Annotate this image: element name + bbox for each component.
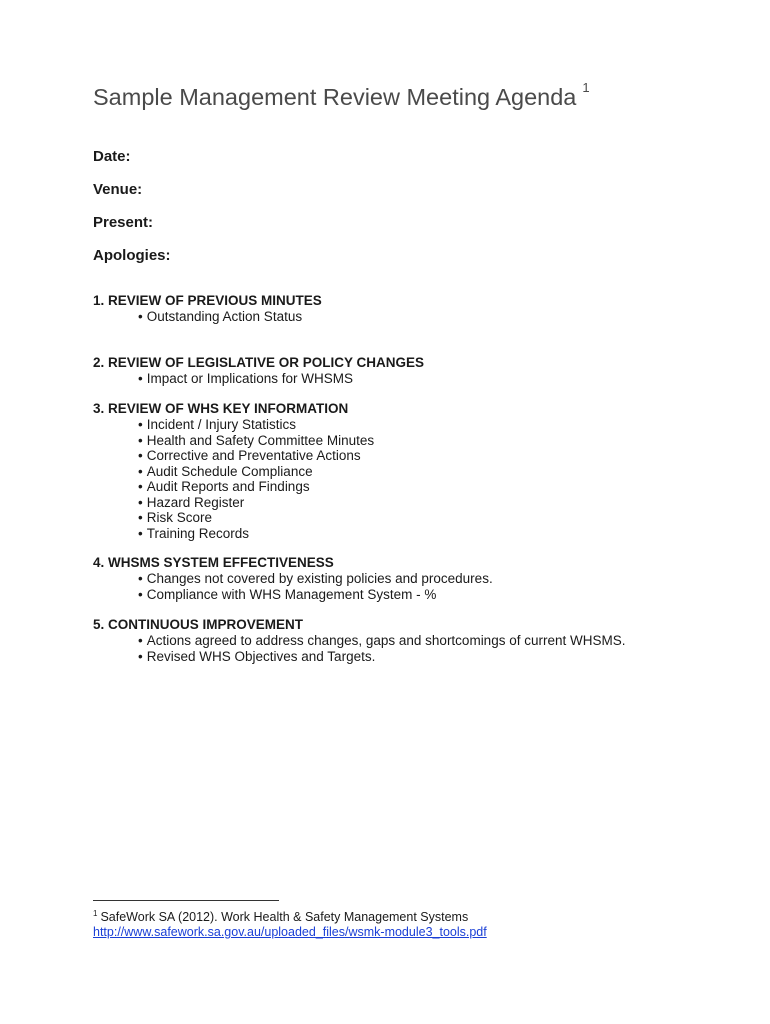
section-items [93,371,743,387]
section-continuous-improvement [93,617,743,664]
section-items [93,417,743,541]
field-venue: Venue: [93,181,143,198]
list-item: • Incident / Injury Statistics [138,417,743,433]
footnote [93,906,487,940]
title-footnote-ref[interactable]: 1 [582,80,590,96]
section-review-legislative-changes [93,355,743,387]
field-apologies: Apologies: [93,247,171,264]
field-date: Date: [93,148,131,165]
footnote-text: SafeWork SA (2012). Work Health & Safety Management Systems [100,910,469,925]
section-heading: 1. REVIEW OF PREVIOUS MINUTES [93,293,322,308]
list-item: • Impact or Implications for WHSMS [138,371,743,387]
section-heading: 3. REVIEW OF WHS KEY INFORMATION [93,401,349,416]
list-item: • Actions agreed to address changes, gaps and shortcomings of current WHSMS. [138,633,743,649]
list-item: • Training Records [138,526,743,542]
section-items [93,309,743,325]
section-items [93,633,743,664]
field-present: Present: [93,214,154,231]
footnote-number: 1 [93,909,98,918]
list-item: • Health and Safety Committee Minutes [138,433,743,449]
section-review-whs-key-information [93,401,743,541]
section-items [93,571,743,602]
section-whsms-system-effectiveness [93,555,743,602]
section-heading: 4. WHSMS SYSTEM EFFECTIVENESS [93,555,334,570]
footnote-link[interactable]: http://www.safework.sa.gov.au/uploaded_files/wsmk-module3_tools.pdf [93,925,487,940]
list-item: • Hazard Register [138,495,743,511]
page-title [93,80,590,111]
title-text: Sample Management Review Meeting Agenda [93,84,577,110]
footnote-text-line [93,906,487,925]
list-item: • Audit Schedule Compliance [138,464,743,480]
section-review-previous-minutes [93,293,743,325]
list-item: • Risk Score [138,510,743,526]
section-heading: 5. CONTINUOUS IMPROVEMENT [93,617,304,632]
list-item: • Revised WHS Objectives and Targets. [138,649,743,665]
footnote-divider [93,900,279,901]
section-heading: 2. REVIEW OF LEGISLATIVE OR POLICY CHANGES [93,355,425,370]
list-item: • Corrective and Preventative Actions [138,448,743,464]
list-item: • Audit Reports and Findings [138,479,743,495]
list-item: • Outstanding Action Status [138,309,743,325]
list-item: • Compliance with WHS Management System - % [138,587,743,603]
list-item: • Changes not covered by existing policies and procedures. [138,571,743,587]
